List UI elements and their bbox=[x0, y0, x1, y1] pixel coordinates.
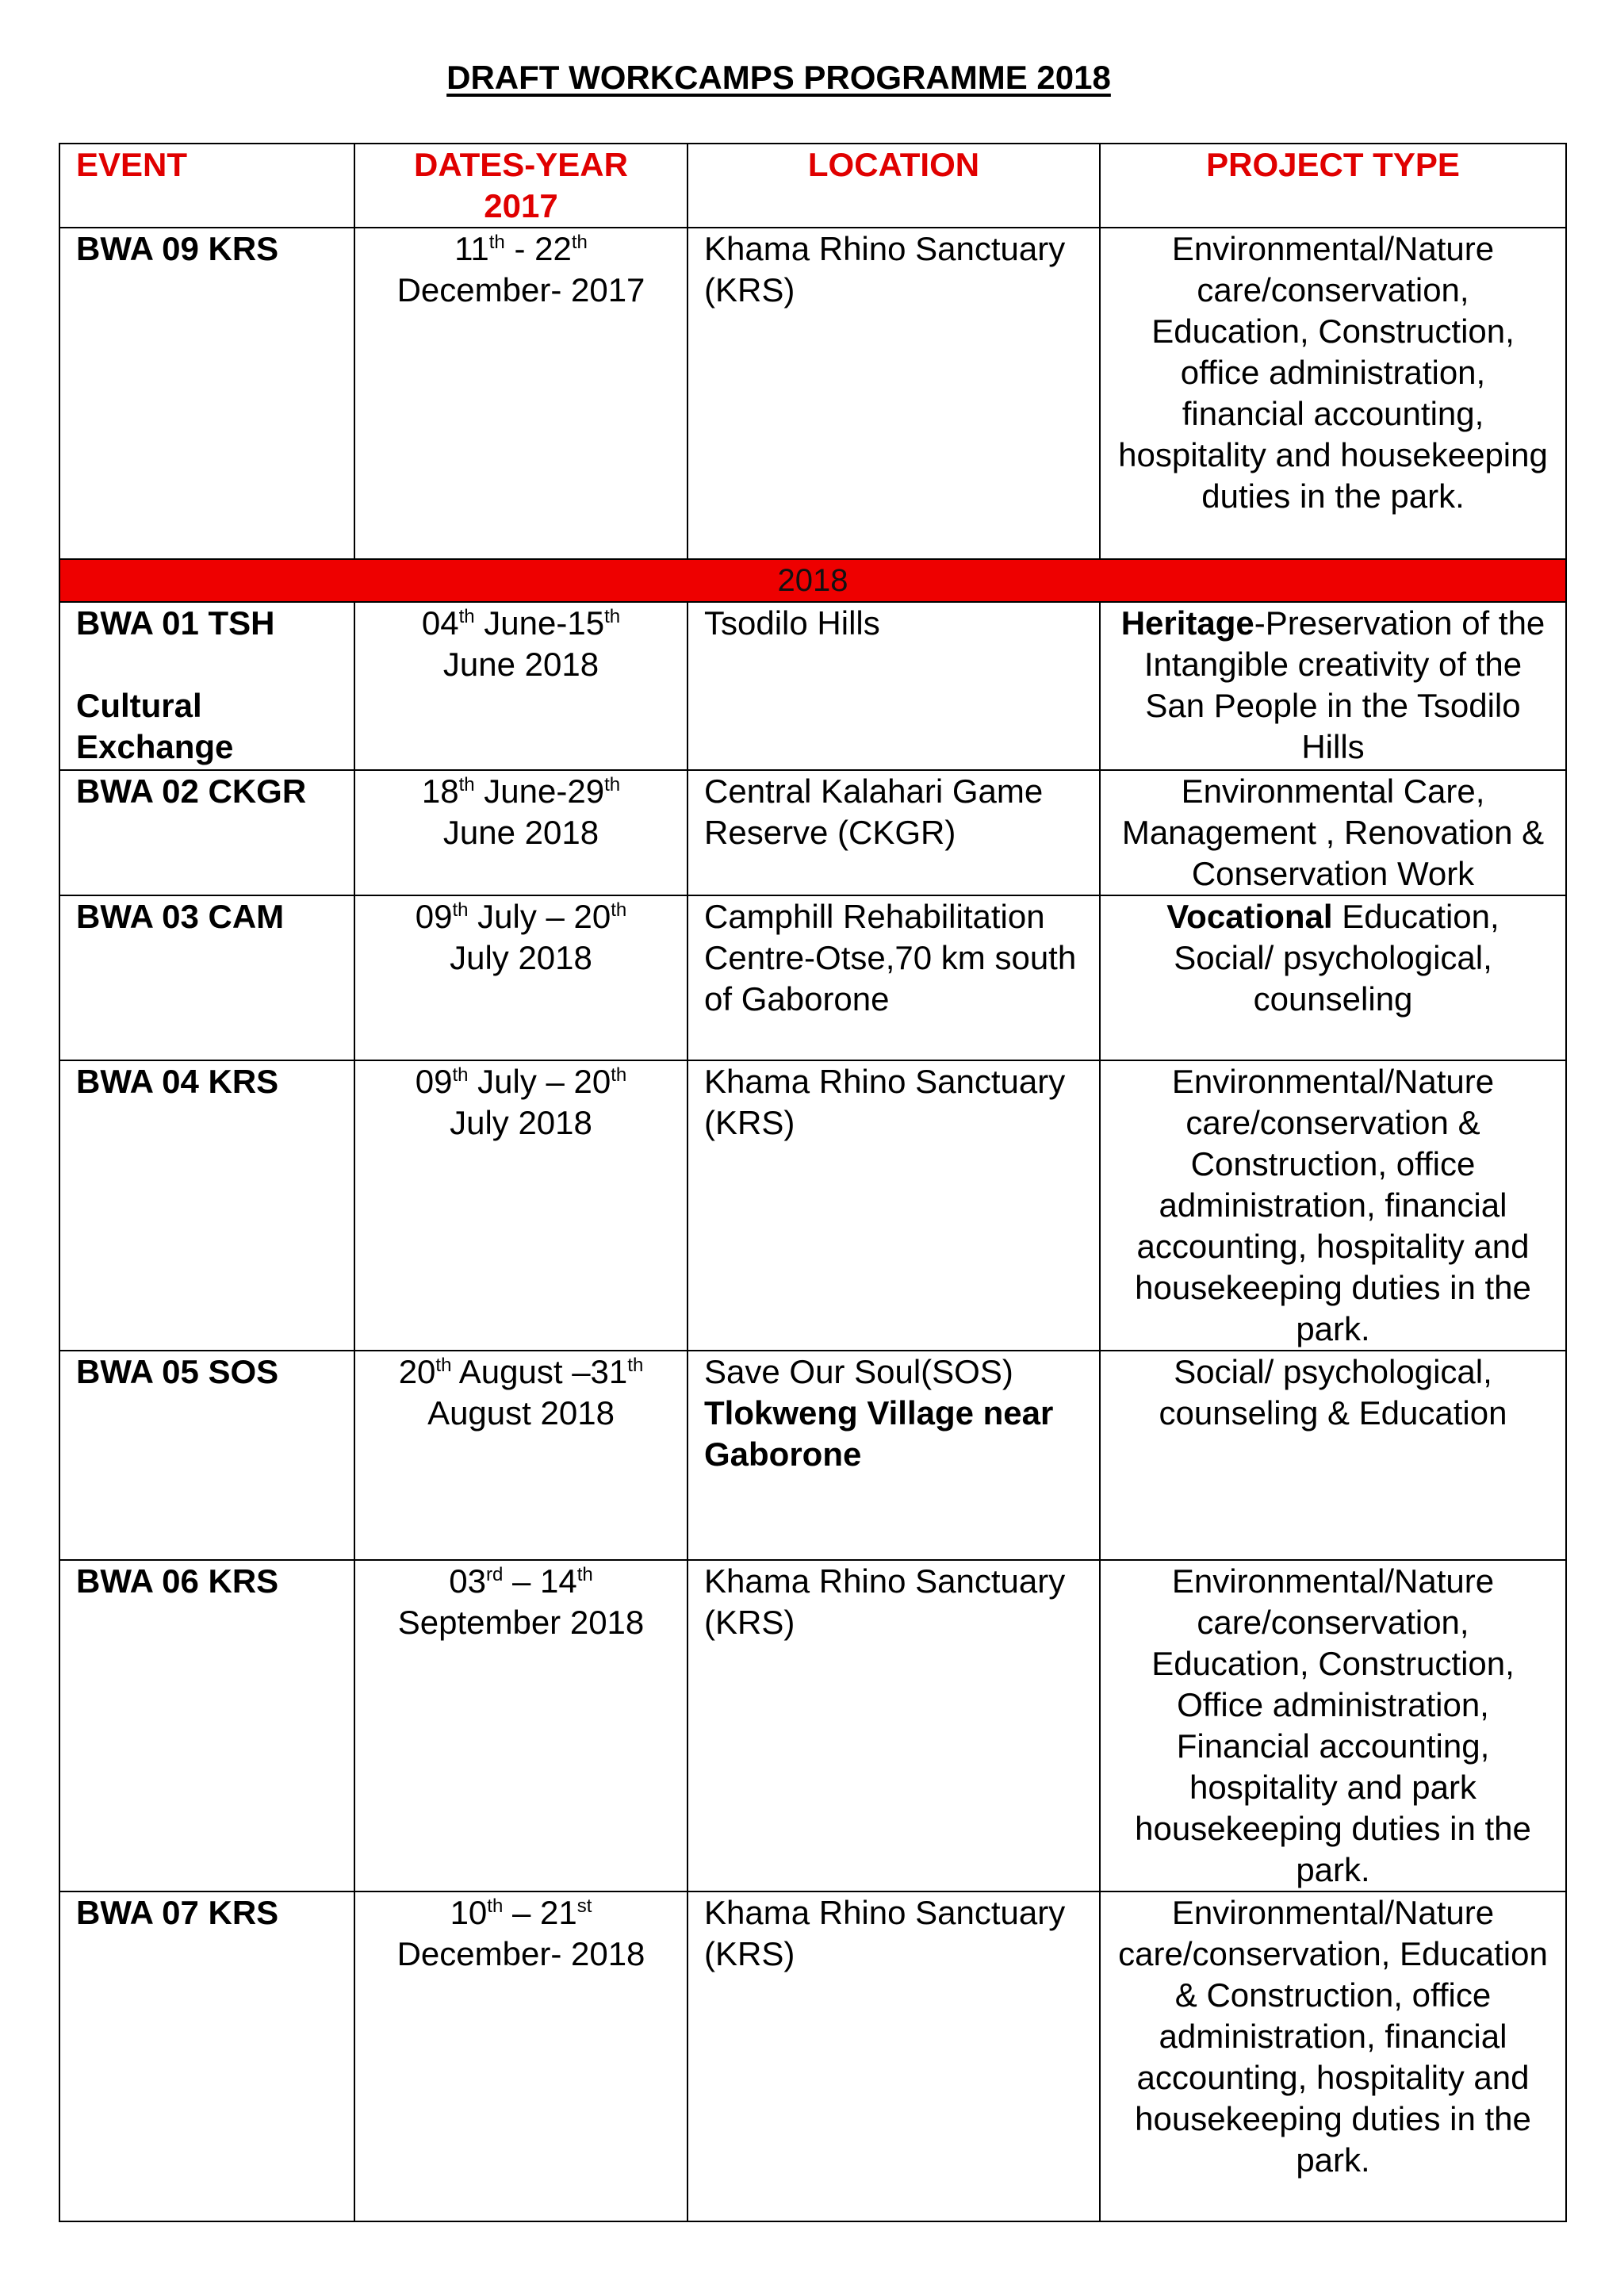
dates-cell: 09th July – 20th July 2018 bbox=[354, 895, 688, 1060]
header-location: LOCATION bbox=[688, 144, 1100, 228]
header-dates: DATES-YEAR 2017 bbox=[354, 144, 688, 228]
table-row bbox=[59, 228, 1566, 559]
location-cell: Khama Rhino Sanctuary (KRS) bbox=[688, 1060, 1100, 1351]
project-type-cell: Environmental/Nature care/conservation, Education & Construction, office administration, financial accounting, hospitality and housekeeping duties in the park. bbox=[1100, 1891, 1566, 2221]
event-cell: BWA 05 SOS bbox=[59, 1351, 354, 1560]
project-type-cell: Vocational Education, Social/ psychological, counseling bbox=[1100, 895, 1566, 1060]
table-row bbox=[59, 1060, 1566, 1351]
location-cell: Tsodilo Hills bbox=[688, 602, 1100, 770]
location-cell: Camphill Rehabilitation Centre-Otse,70 km south of Gaborone bbox=[688, 895, 1100, 1060]
year-separator-row bbox=[59, 559, 1566, 602]
header-row bbox=[59, 144, 1566, 228]
event-cell: BWA 03 CAM bbox=[59, 895, 354, 1060]
table-row bbox=[59, 1351, 1566, 1560]
event-cell: BWA 06 KRS bbox=[59, 1560, 354, 1891]
programme-table bbox=[59, 143, 1567, 2222]
dates-cell: 09th July – 20th July 2018 bbox=[354, 1060, 688, 1351]
project-type-cell: Social/ psychological, counseling & Education bbox=[1100, 1351, 1566, 1560]
project-type-cell: Heritage-Preservation of the Intangible creativity of the San People in the Tsodilo Hills bbox=[1100, 602, 1566, 770]
event-cell: BWA 04 KRS bbox=[59, 1060, 354, 1351]
location-cell: Khama Rhino Sanctuary (KRS) bbox=[688, 1891, 1100, 2221]
location-cell: Save Our Soul(SOS) Tlokweng Village near Gaborone bbox=[688, 1351, 1100, 1560]
event-cell: BWA 02 CKGR bbox=[59, 770, 354, 895]
dates-cell: 18th June-29th June 2018 bbox=[354, 770, 688, 895]
header-project-type: PROJECT TYPE bbox=[1100, 144, 1566, 228]
event-cell: BWA 09 KRS bbox=[59, 228, 354, 559]
table-row bbox=[59, 770, 1566, 895]
year-separator: 2018 bbox=[59, 559, 1566, 602]
header-event: EVENT bbox=[59, 144, 354, 228]
project-type-cell: Environmental/Nature care/conservation, Education, Construction, Office administration, Financial accounting, hospitality and park housekeeping duties in the park. bbox=[1100, 1560, 1566, 1891]
document-title: DRAFT WORKCAMPS PROGRAMME 2018 bbox=[446, 59, 1111, 96]
dates-cell: 20th August –31th August 2018 bbox=[354, 1351, 688, 1560]
location-cell: Khama Rhino Sanctuary (KRS) bbox=[688, 228, 1100, 559]
table-row bbox=[59, 895, 1566, 1060]
dates-cell: 03rd – 14th September 2018 bbox=[354, 1560, 688, 1891]
dates-cell: 04th June-15th June 2018 bbox=[354, 602, 688, 770]
table-row bbox=[59, 602, 1566, 770]
location-cell: Khama Rhino Sanctuary (KRS) bbox=[688, 1560, 1100, 1891]
project-type-cell: Environmental/Nature care/conservation, Education, Construction, office administration, financial accounting, hospitality and housekeeping duties in the park. bbox=[1100, 228, 1566, 559]
table-row bbox=[59, 1891, 1566, 2221]
project-type-cell: Environmental/Nature care/conservation & Construction, office administration, financial accounting, hospitality and housekeeping duties in the park. bbox=[1100, 1060, 1566, 1351]
dates-cell: 11th - 22th December- 2017 bbox=[354, 228, 688, 559]
dates-cell: 10th – 21st December- 2018 bbox=[354, 1891, 688, 2221]
event-cell: BWA 01 TSH Cultural Exchange bbox=[59, 602, 354, 770]
location-cell: Central Kalahari Game Reserve (CKGR) bbox=[688, 770, 1100, 895]
table-row bbox=[59, 1560, 1566, 1891]
event-cell: BWA 07 KRS bbox=[59, 1891, 354, 2221]
project-type-cell: Environmental Care, Management , Renovation & Conservation Work bbox=[1100, 770, 1566, 895]
